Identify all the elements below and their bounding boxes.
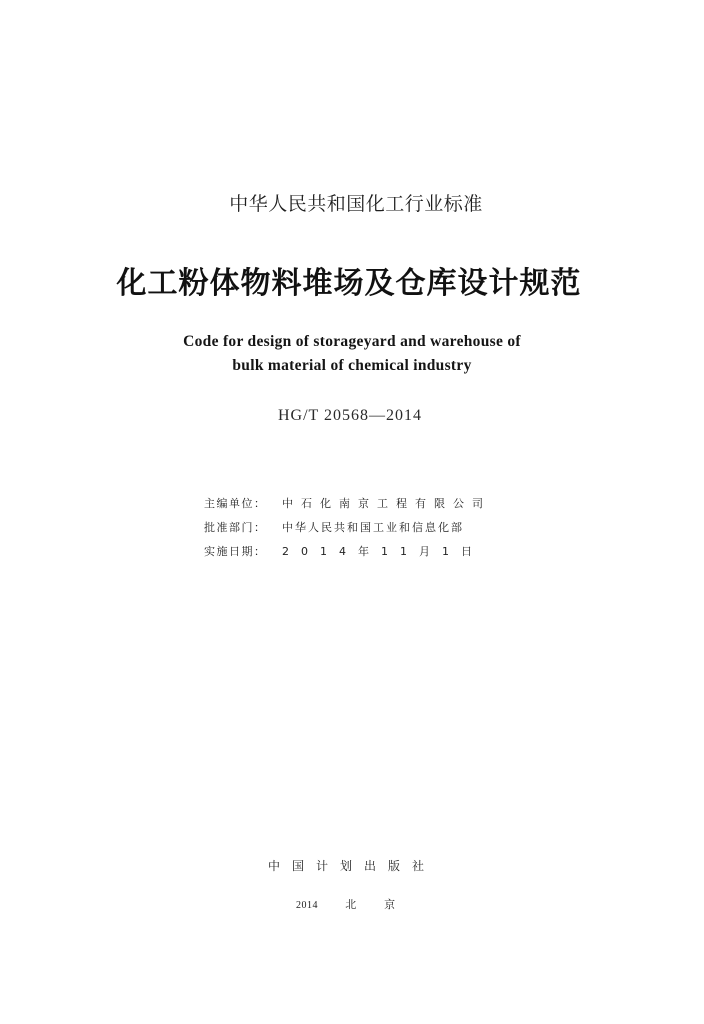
editor-row xyxy=(204,492,491,516)
editor-value: 中石化南京工程有限公司 xyxy=(282,497,491,510)
publisher-name: 中国计划出版社 xyxy=(267,859,436,873)
effective-date-value: 2014年11月1日 xyxy=(282,545,484,558)
english-title xyxy=(0,330,704,378)
publication-city: 北京 xyxy=(345,898,424,911)
english-title-line-1: Code for design of storageyard and warehouse of xyxy=(183,333,521,350)
publication-place-line xyxy=(296,896,423,912)
approver-value: 中华人民共和国工业和信息化部 xyxy=(282,521,464,534)
standard-number: HG/T 20568—2014 xyxy=(277,407,423,424)
standard-series-title: 中华人民共和国化工行业标准 xyxy=(229,193,483,215)
document-title: 化工粉体物料堆场及仓库设计规范 xyxy=(116,266,582,301)
publication-meta xyxy=(204,492,491,564)
approver-label: 批准部门： xyxy=(204,521,267,534)
editor-label: 主编单位： xyxy=(204,497,267,510)
effective-date-label: 实施日期： xyxy=(204,545,267,558)
effective-date-row xyxy=(204,540,491,564)
approver-row xyxy=(204,516,491,540)
english-title-line-2: bulk material of chemical industry xyxy=(232,357,472,374)
publication-year: 2014 xyxy=(296,900,318,911)
